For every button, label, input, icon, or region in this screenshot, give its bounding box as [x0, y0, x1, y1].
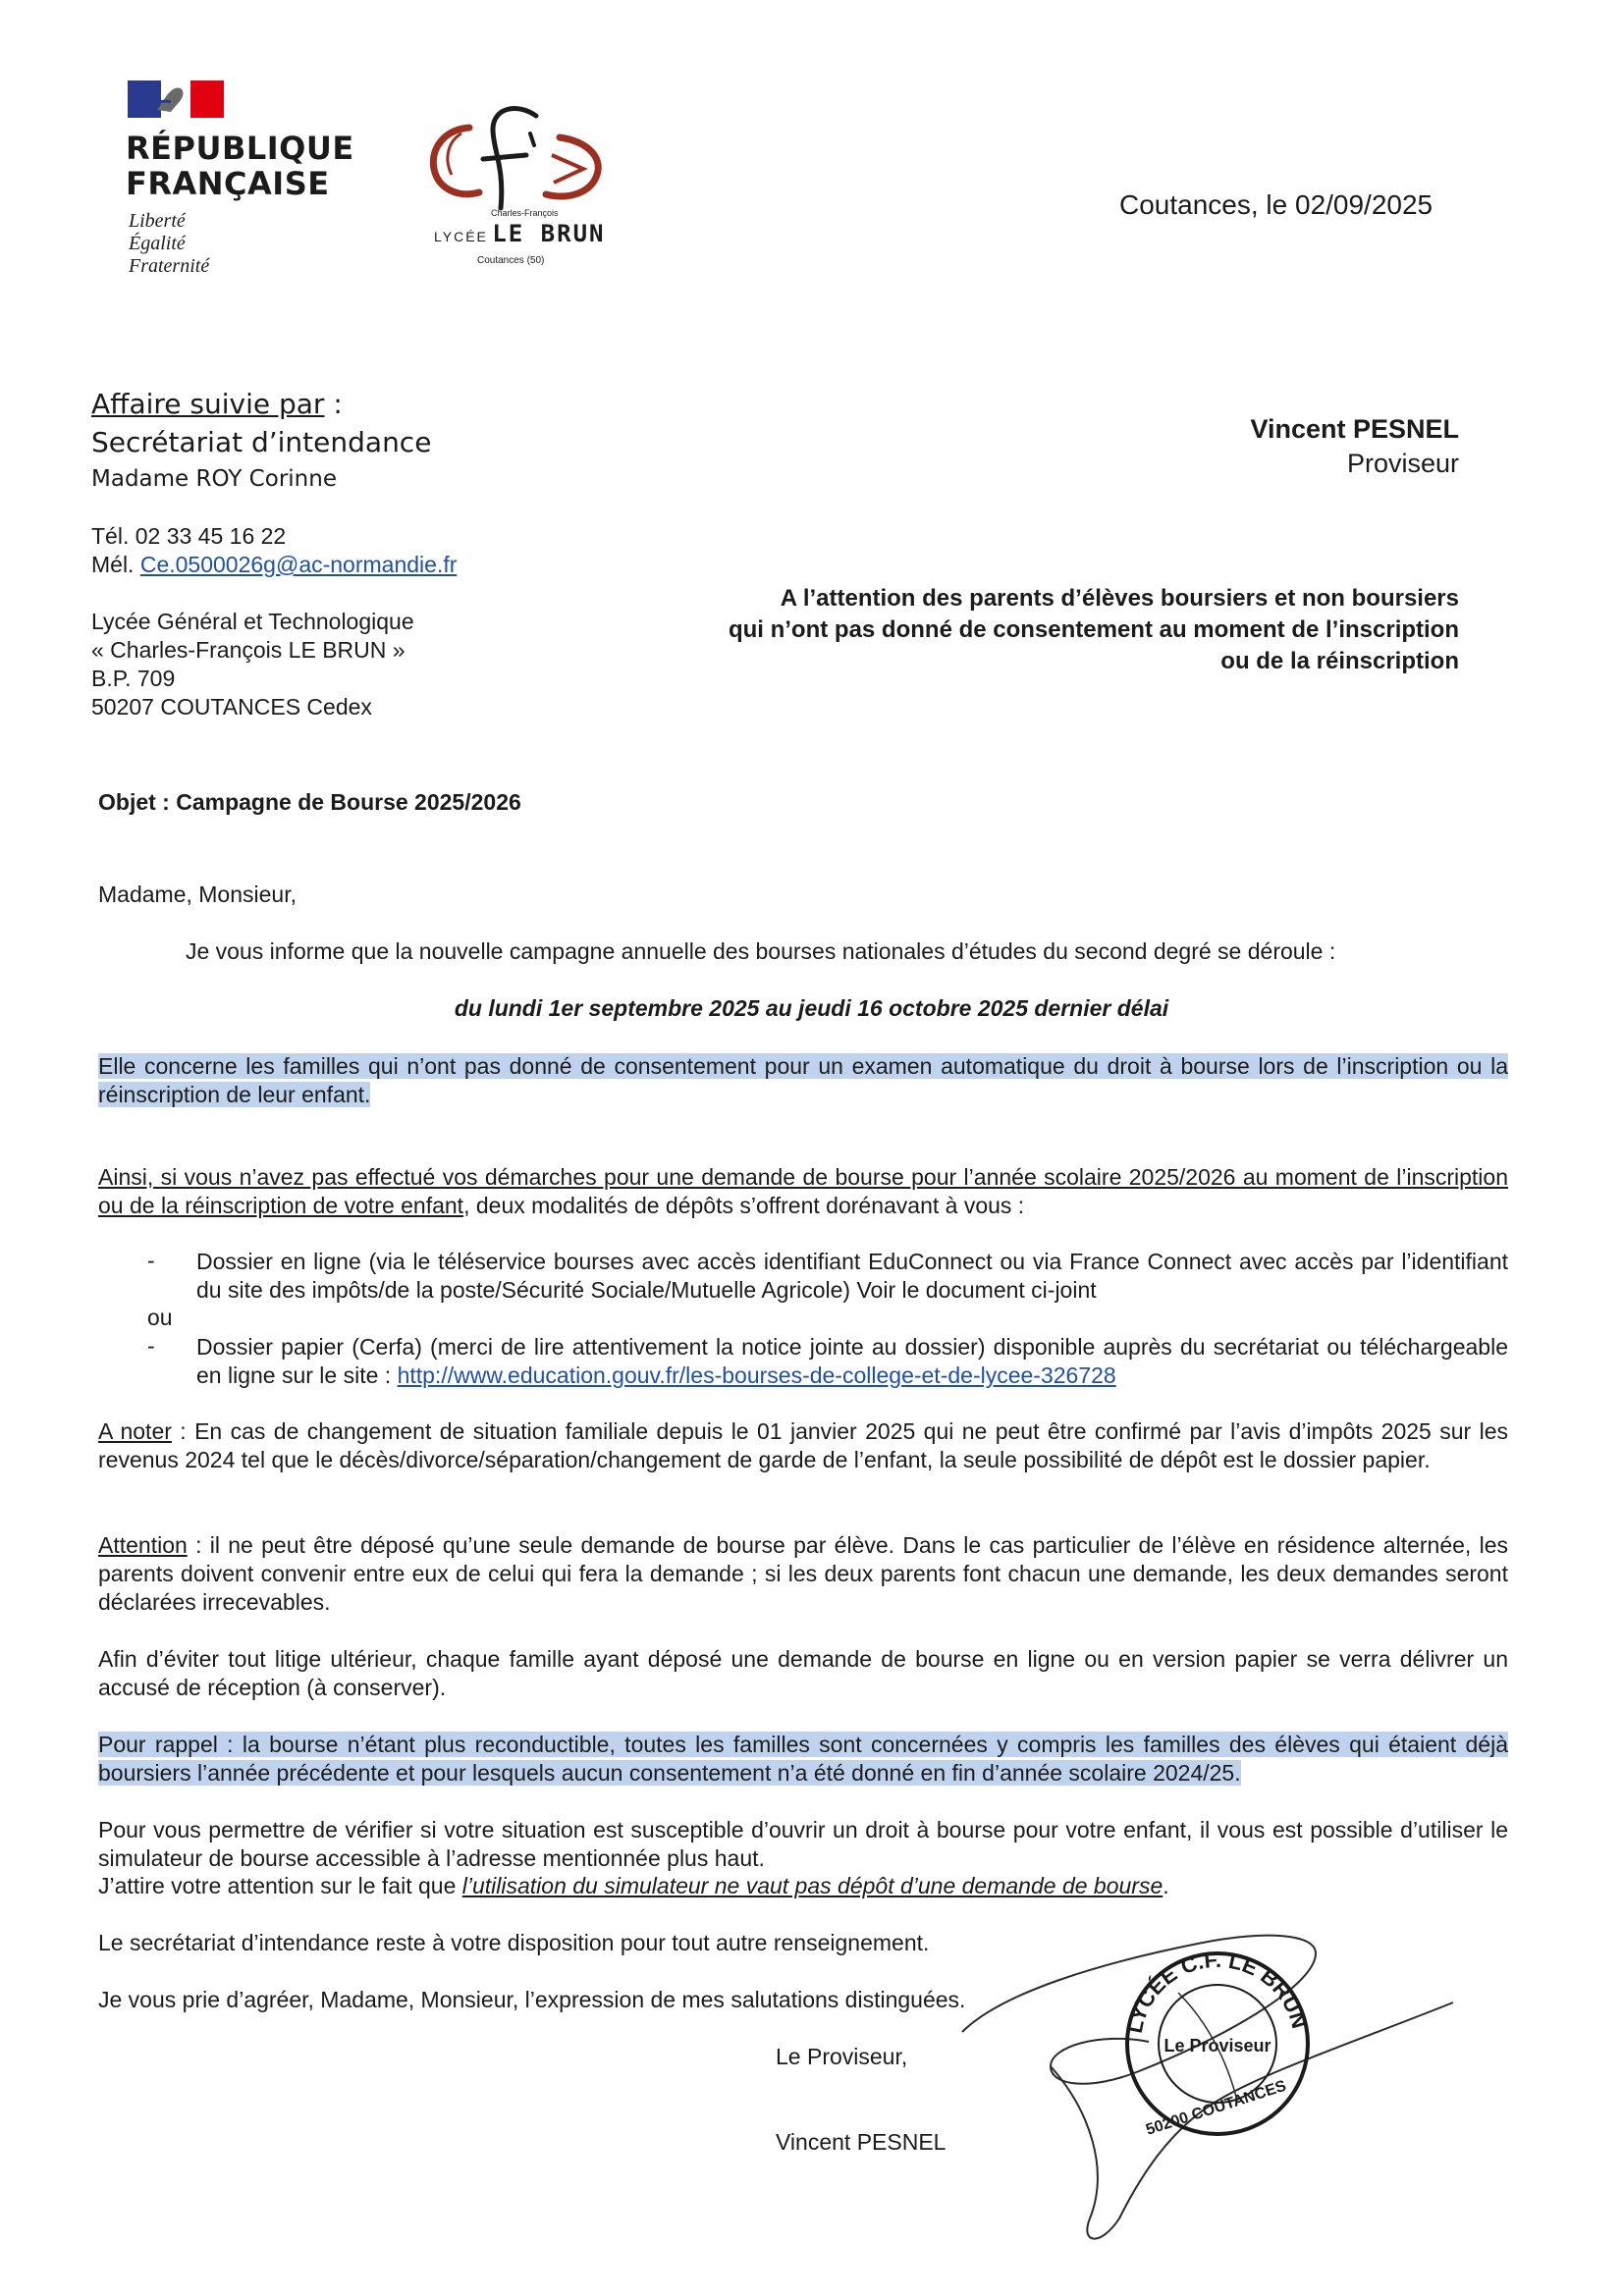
lycee-small-name: Charles-François: [491, 208, 559, 218]
reminder-highlight: Pour rappel : la bourse n’étant plus reconductible, toutes les familles sont concernées y compris les familles des élèves qui étaient déjà boursiers l’année précédente et pour lesquels aucun consentement n’a été donné en fin d’année scolaire 2024/25.: [98, 1732, 1508, 1786]
place-date: Coutances, le 02/09/2025: [1119, 189, 1434, 220]
available-paragraph: Le secrétariat d’intendance reste à votre disposition pour tout autre renseignement.: [98, 1930, 930, 1955]
lycee-logo: [422, 98, 609, 275]
stamp-city-text: 50200 COUTANCES: [1144, 2077, 1289, 2139]
motto-fraternite: Fraternité: [129, 255, 210, 277]
attention-line-1: A l’attention des parents d’élèves boursiers et non boursiers: [780, 585, 1459, 612]
attention-line-3: ou de la réinscription: [1220, 648, 1459, 674]
sender-mail-line: [91, 552, 457, 578]
signature-name: Vincent PESNEL: [776, 2129, 947, 2155]
headmaster-title: Proviseur: [1346, 449, 1459, 478]
marianne-icon: [128, 80, 224, 118]
republique-logo: [126, 80, 361, 287]
ainsi-underlined: Ainsi, si vous n’avez pas effectué vos démarches pour une demande de bourse pour l’année scolaire 2025/2026 au moment de l’inscription ou de la réinscription de votre enfant: [98, 1164, 1508, 1218]
sender-mail-label: Mél.: [91, 552, 140, 577]
sender-mail-link[interactable]: Ce.0500026g@ac-normandie.fr: [139, 552, 458, 577]
concern-highlight: Elle concerne les familles qui n’ont pas donné de consentement pour un examen automatique du droit à bourse lors de l’inscription ou la réinscription de leur enfant.: [98, 1053, 1508, 1107]
followed-by-label: Affaire suivie par: [91, 388, 325, 420]
option2-dash: -: [147, 1333, 155, 1359]
republique-line1: RÉPUBLIQUE: [126, 130, 354, 167]
headmaster-name: Vincent PESNEL: [1250, 414, 1459, 444]
or-word: ou: [147, 1305, 173, 1330]
followed-by: [91, 388, 343, 420]
reminder-paragraph: [98, 1731, 1508, 1788]
ainsi-paragraph: [98, 1163, 1508, 1220]
concern-paragraph: [98, 1052, 1508, 1109]
sender-address-3: B.P. 709: [91, 666, 176, 691]
lycee-emblem-icon: [422, 98, 609, 216]
sender-department: Secrétariat d’intendance: [91, 426, 432, 458]
sender-tel: Tél. 02 33 45 16 22: [91, 523, 287, 549]
followed-by-colon: :: [324, 388, 343, 420]
attention-line-2: qui n’ont pas donné de consentement au moment de l’inscription: [728, 616, 1459, 643]
simulator-paragraph: Pour vous permettre de vérifier si votre situation est susceptible d’ouvrir un droit à bourse pour votre enfant, il vous est possible d’utiliser le simulateur de bourse accessible à l’adresse mentionnée plus haut.: [98, 1817, 1508, 1871]
lycee-word: LYCÉE: [434, 229, 488, 244]
attention-text: : il ne peut être déposé qu’une seule demande de bourse par élève. Dans le cas particulier de l’élève en résidence alternée, les parents doivent convenir entre eux de celui qui fera la demande ; si les deux parents font chacun une demande, les deux demandes seront déclarées irrecevables.: [98, 1532, 1508, 1615]
sender-address-1: Lycée Général et Technologique: [91, 609, 414, 634]
letter-object: Objet : Campagne de Bourse 2025/2026: [98, 789, 521, 815]
stamp-ring-text: LYCÉE C.F. LE BRUN: [1121, 1947, 1313, 2036]
receipt-paragraph: Afin d’éviter tout litige ultérieur, chaque famille ayant déposé une demande de bourse en ligne ou en version papier se verra délivrer un accusé de réception (à conserver).: [98, 1646, 1508, 1700]
sender-address-2: « Charles-François LE BRUN »: [91, 637, 406, 663]
note-label: A noter: [98, 1418, 172, 1444]
lycee-name-line: [434, 220, 605, 247]
sender-person: Madame ROY Corinne: [91, 466, 337, 492]
intro: Je vous informe que la nouvelle campagne annuelle des bourses nationales d’études du second degré se déroule :: [186, 938, 1336, 964]
stamp-center-text: Le Proviseur: [1163, 2036, 1271, 2056]
signature-role: Le Proviseur,: [776, 2044, 908, 2069]
option1-dash: -: [147, 1248, 155, 1273]
sender-address-4: 50207 COUTANCES Cedex: [91, 694, 372, 720]
campaign-dates: du lundi 1er septembre 2025 au jeudi 16 octobre 2025 dernier délai: [454, 995, 1169, 1021]
option2-link[interactable]: http://www.education.gouv.fr/les-bourses-de-college-et-de-lycee-326728: [397, 1362, 1116, 1388]
attention-label: Attention: [98, 1532, 188, 1558]
lycee-city: Coutances (50): [477, 255, 545, 266]
ainsi-rest: , deux modalités de dépôts s’offrent dorénavant à vous :: [463, 1193, 1025, 1218]
note-paragraph: [98, 1417, 1508, 1474]
greeting: Madame, Monsieur,: [98, 881, 297, 907]
republique-line2: FRANÇAISE: [126, 165, 330, 202]
attention-paragraph: [98, 1531, 1508, 1617]
note-text: : En cas de changement de situation familiale depuis le 01 janvier 2025 qui ne peut être confirmé par l’avis d’impôts 2025 sur les revenus 2024 tel que le décès/divorce/séparation/changement de garde de l’enfant, la seule possibilité de dépôt est le dossier papier.: [98, 1418, 1508, 1472]
option2-text: Dossier papier (Cerfa) (merci de lire attentivement la notice jointe au dossier) disponible auprès du secrétariat ou téléchargeable en ligne sur le site :: [196, 1334, 1508, 1388]
simulator-note-emphasis: l’utilisation du simulateur ne vaut pas dépôt d’une demande de bourse: [461, 1873, 1163, 1898]
motto-egalite: Égalité: [129, 233, 186, 254]
option2-paper: [196, 1333, 1508, 1390]
motto-liberte: Liberté: [129, 210, 186, 232]
simulator-note-post: .: [1163, 1873, 1169, 1898]
closing-paragraph: Je vous prie d’agréer, Madame, Monsieur, l’expression de mes salutations distinguées.: [98, 1987, 966, 2012]
official-stamp: [1119, 1946, 1316, 2142]
lycee-name: LE BRUN: [492, 220, 606, 247]
option1-online: Dossier en ligne (via le téléservice bourses avec accès identifiant EduConnect ou via France Connect avec accès par l’identifiant du site des impôts/de la poste/Sécurité Sociale/Mutuelle Agricole) Voir le document ci-joint: [196, 1249, 1508, 1303]
simulator-note-pre: J’attire votre attention sur le fait que: [98, 1873, 462, 1898]
